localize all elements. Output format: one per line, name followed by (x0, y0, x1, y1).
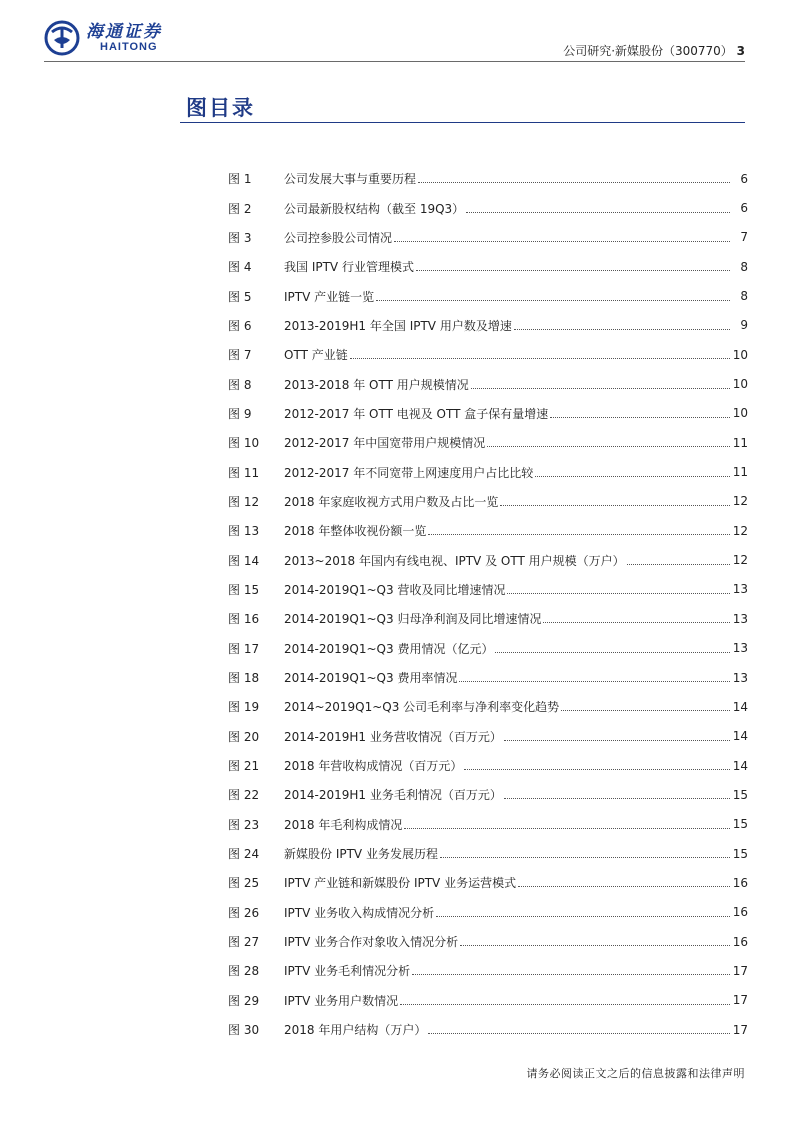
toc-entry[interactable] (228, 369, 748, 398)
figure-page-number: 10 (732, 347, 748, 362)
figure-number: 图 23 (228, 817, 260, 832)
figure-title[interactable]: 2018 年营收构成情况（百万元） (284, 759, 463, 774)
figure-title[interactable]: OTT 产业链 (284, 348, 348, 363)
figure-page-number: 16 (732, 875, 748, 890)
toc-entry[interactable] (228, 457, 748, 486)
dot-leader (471, 388, 730, 389)
figure-number: 图 7 (228, 348, 252, 363)
figure-title[interactable]: 2012-2017 年中国宽带用户规模情况 (284, 436, 486, 451)
toc-entry[interactable] (228, 340, 748, 369)
page-title: 图目录 (186, 95, 255, 120)
dot-leader (487, 446, 730, 447)
toc-entry[interactable] (228, 956, 748, 985)
dot-leader (466, 212, 730, 213)
figure-title[interactable]: 2014~2019Q1~Q3 公司毛利率与净利率变化趋势 (284, 700, 560, 715)
figure-number: 图 9 (228, 406, 252, 421)
figure-page-number: 15 (732, 787, 748, 802)
figure-title[interactable]: IPTV 业务毛利情况分析 (284, 964, 411, 979)
figure-title[interactable]: 公司发展大事与重要历程 (284, 172, 417, 187)
toc-entry[interactable] (228, 751, 748, 780)
dot-leader (394, 241, 730, 242)
dot-leader (518, 886, 730, 887)
figure-title[interactable]: 公司控参股公司情况 (284, 230, 393, 245)
figure-title[interactable]: 2013~2018 年国内有线电视、IPTV 及 OTT 用户规模（万户） (284, 553, 625, 568)
figure-title[interactable]: 2018 年用户结构（万户） (284, 1023, 427, 1038)
figure-number: 图 4 (228, 260, 252, 275)
figure-number: 图 12 (228, 494, 260, 509)
figure-page-number: 15 (732, 817, 748, 832)
figure-page-number: 11 (732, 465, 748, 480)
figure-number: 图 20 (228, 729, 260, 744)
dot-leader (550, 417, 730, 418)
figure-page-number: 14 (732, 758, 748, 773)
figure-number: 图 2 (228, 201, 252, 216)
toc-entry[interactable] (228, 810, 748, 839)
dot-leader (627, 564, 730, 565)
report-header (563, 42, 745, 59)
dot-leader (440, 857, 730, 858)
toc-entry[interactable] (228, 986, 748, 1015)
dot-leader (418, 182, 730, 183)
figure-title[interactable]: 2018 年毛利构成情况 (284, 817, 403, 832)
dot-leader (464, 769, 730, 770)
figure-page-number: 13 (732, 611, 748, 626)
figure-page-number: 7 (740, 230, 748, 245)
figure-title[interactable]: 2014-2019Q1~Q3 营收及同比增速情况 (284, 582, 506, 597)
figure-page-number: 14 (732, 699, 748, 714)
toc-entry[interactable] (228, 692, 748, 721)
toc-entry[interactable] (228, 839, 748, 868)
page-number: 3 (736, 44, 745, 58)
figure-page-number: 12 (732, 494, 748, 509)
figure-page-number: 17 (732, 963, 748, 978)
figure-number: 图 30 (228, 1023, 260, 1038)
figure-number: 图 13 (228, 524, 260, 539)
figure-title[interactable]: 2012-2017 年不同宽带上网速度用户占比比较 (284, 465, 534, 480)
toc-entry[interactable] (228, 604, 748, 633)
figure-number: 图 15 (228, 582, 260, 597)
figure-number: 图 21 (228, 759, 260, 774)
figure-page-number: 9 (740, 318, 748, 333)
toc-entry[interactable] (228, 868, 748, 897)
dot-leader (436, 916, 730, 917)
dot-leader (460, 945, 730, 946)
figure-page-number: 10 (732, 406, 748, 421)
figure-title[interactable]: 2013-2018 年 OTT 用户规模情况 (284, 377, 469, 392)
figure-title[interactable]: IPTV 产业链和新媒股份 IPTV 业务运营模式 (284, 876, 517, 891)
figure-number: 图 6 (228, 318, 252, 333)
dot-leader (428, 534, 730, 535)
figure-number: 图 29 (228, 993, 260, 1008)
figure-page-number: 13 (732, 582, 748, 597)
dot-leader (504, 798, 730, 799)
toc-entry[interactable] (228, 252, 748, 281)
figure-page-number: 15 (732, 846, 748, 861)
dot-leader (412, 974, 730, 975)
figure-title[interactable]: 2014-2019H1 业务毛利情况（百万元） (284, 788, 502, 803)
figure-number: 图 26 (228, 905, 260, 920)
dot-leader (500, 505, 730, 506)
title-divider (180, 122, 745, 123)
figure-title[interactable]: IPTV 业务合作对象收入情况分析 (284, 935, 459, 950)
figure-number: 图 22 (228, 788, 260, 803)
figure-number: 图 19 (228, 700, 260, 715)
figure-page-number: 8 (740, 259, 748, 274)
figure-number: 图 25 (228, 876, 260, 891)
dot-leader (507, 593, 730, 594)
toc-entry[interactable] (228, 311, 748, 340)
dot-leader (504, 740, 730, 741)
figure-page-number: 12 (732, 553, 748, 568)
figure-page-number: 12 (732, 523, 748, 538)
dot-leader (350, 358, 730, 359)
toc-entry[interactable] (228, 545, 748, 574)
figure-title[interactable]: 2012-2017 年 OTT 电视及 OTT 盒子保有量增速 (284, 406, 549, 421)
figure-title[interactable]: 2018 年整体收视份额一览 (284, 524, 427, 539)
figure-title[interactable]: IPTV 业务用户数情况 (284, 993, 399, 1008)
header-divider (44, 61, 745, 62)
toc-entry[interactable] (228, 487, 748, 516)
figure-title[interactable]: 2013-2019H1 年全国 IPTV 用户数及增速 (284, 318, 512, 333)
figure-title[interactable]: 2018 年家庭收视方式用户数及占比一览 (284, 494, 499, 509)
dot-leader (459, 681, 730, 682)
dot-leader (514, 329, 730, 330)
toc-entry[interactable] (228, 193, 748, 222)
dot-leader (428, 1033, 730, 1034)
figure-number: 图 10 (228, 436, 260, 451)
toc-entry[interactable] (228, 399, 748, 428)
toc-entry[interactable] (228, 722, 748, 751)
figure-number: 图 8 (228, 377, 252, 392)
figure-page-number: 17 (732, 1022, 748, 1037)
figure-title[interactable]: IPTV 业务收入构成情况分析 (284, 905, 435, 920)
toc-entry[interactable] (228, 223, 748, 252)
figure-number: 图 3 (228, 230, 252, 245)
figure-number: 图 18 (228, 671, 260, 686)
figure-page-number: 6 (740, 171, 748, 186)
dot-leader (495, 652, 730, 653)
logo-english-name: HAITONG (100, 40, 158, 53)
figure-title[interactable]: 公司最新股权结构（截至 19Q3） (284, 201, 465, 216)
figure-title[interactable]: 2014-2019Q1~Q3 费用情况（亿元） (284, 641, 494, 656)
dot-leader (404, 828, 730, 829)
figure-number: 图 11 (228, 465, 260, 480)
figure-page-number: 13 (732, 641, 748, 656)
toc-entry[interactable] (228, 780, 748, 809)
dot-leader (376, 300, 730, 301)
figure-title[interactable]: 2014-2019Q1~Q3 归母净利润及同比增速情况 (284, 612, 542, 627)
toc-entry[interactable] (228, 927, 748, 956)
toc-entry[interactable] (228, 428, 748, 457)
figure-title[interactable]: IPTV 产业链一览 (284, 289, 375, 304)
figure-page-number: 10 (732, 377, 748, 392)
figure-title[interactable]: 2014-2019H1 业务营收情况（百万元） (284, 729, 502, 744)
disclaimer-footer: 请务必阅读正文之后的信息披露和法律声明 (526, 1067, 745, 1080)
toc-entry[interactable] (228, 164, 748, 193)
report-label: 公司研究·新媒股份（300770） (563, 44, 733, 58)
figure-page-number: 11 (732, 435, 748, 450)
logo-chinese-name: 海通证券 (86, 21, 162, 42)
figure-page-number: 16 (732, 905, 748, 920)
dot-leader (400, 1004, 730, 1005)
figure-number: 图 1 (228, 172, 252, 187)
dot-leader (561, 710, 730, 711)
figure-page-number: 17 (732, 993, 748, 1008)
figure-number: 图 17 (228, 641, 260, 656)
figure-number: 图 5 (228, 289, 252, 304)
toc-entry[interactable] (228, 516, 748, 545)
toc-entry[interactable] (228, 634, 748, 663)
figure-page-number: 8 (740, 289, 748, 304)
toc-entry[interactable] (228, 663, 748, 692)
dot-leader (543, 622, 730, 623)
figure-title[interactable]: 我国 IPTV 行业管理模式 (284, 260, 414, 275)
figure-title[interactable]: 2014-2019Q1~Q3 费用率情况 (284, 671, 458, 686)
figure-number: 图 27 (228, 935, 260, 950)
figure-title[interactable]: 新媒股份 IPTV 业务发展历程 (284, 847, 438, 862)
haitong-logo (44, 20, 162, 56)
figure-page-number: 6 (740, 201, 748, 216)
haitong-emblem-icon (44, 20, 80, 56)
figure-number: 图 28 (228, 964, 260, 979)
toc-entry[interactable] (228, 1015, 748, 1044)
figure-number: 图 14 (228, 553, 260, 568)
figure-page-number: 16 (732, 934, 748, 949)
figure-list (228, 164, 748, 1044)
toc-entry[interactable] (228, 575, 748, 604)
toc-entry[interactable] (228, 898, 748, 927)
figure-page-number: 14 (732, 729, 748, 744)
toc-entry[interactable] (228, 281, 748, 310)
dot-leader (416, 270, 730, 271)
figure-page-number: 13 (732, 670, 748, 685)
figure-number: 图 24 (228, 847, 260, 862)
dot-leader (535, 476, 730, 477)
figure-number: 图 16 (228, 612, 260, 627)
